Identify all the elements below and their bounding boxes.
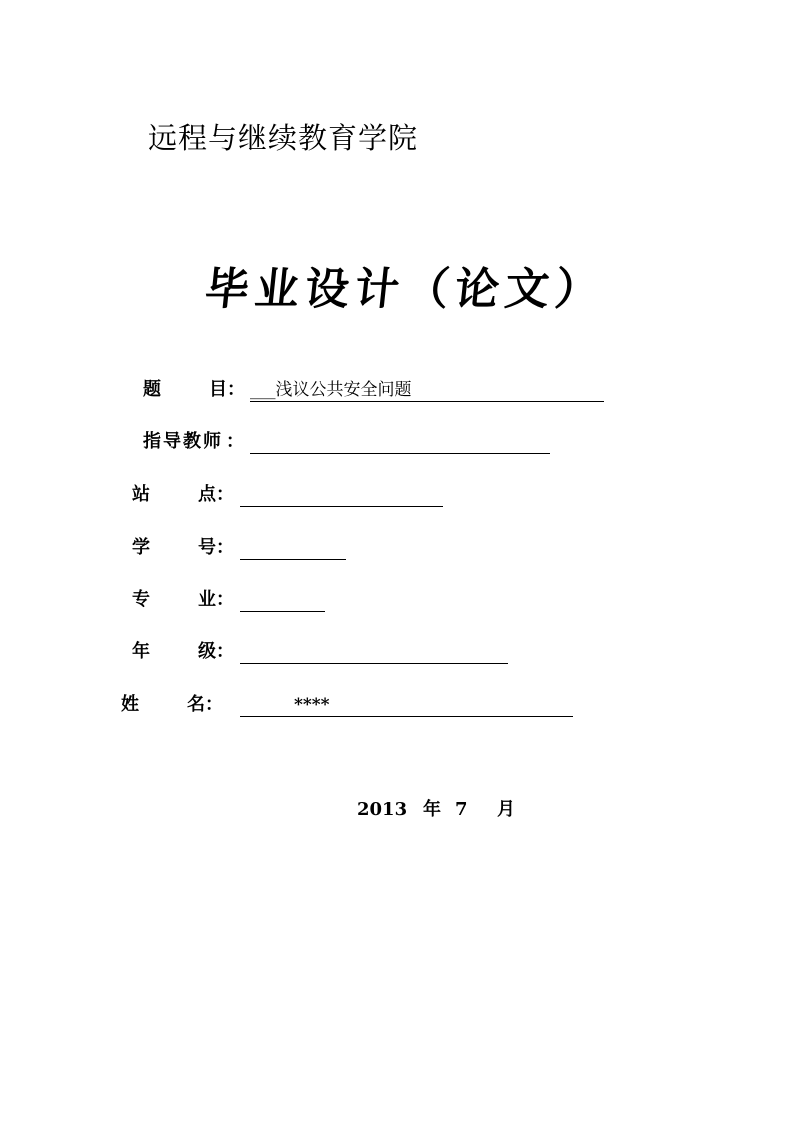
grade-label-char-2: 级	[198, 641, 216, 662]
advisor-label: 指导教师	[143, 431, 223, 452]
date-month-unit: 月	[497, 799, 515, 820]
major-label-char-1: 专	[132, 589, 150, 610]
major-underline	[240, 611, 325, 612]
field-topic	[0, 378, 800, 408]
station-label-char-2: 点	[198, 484, 216, 505]
date-year: 2013	[357, 799, 408, 820]
student-id-label-char-2: 号	[198, 537, 216, 558]
advisor-colon: ：	[226, 431, 244, 452]
grade-underline	[240, 663, 508, 664]
topic-colon: ：	[227, 379, 245, 400]
field-name	[0, 693, 800, 723]
topic-underline	[250, 401, 604, 402]
station-label-char-1: 站	[132, 484, 150, 505]
grade-label-char-1: 年	[132, 641, 150, 662]
name-underline	[240, 716, 573, 717]
student-id-colon: ：	[216, 537, 234, 558]
name-label-char-1: 姓	[121, 694, 139, 715]
field-station	[0, 483, 800, 513]
grade-colon: ：	[216, 641, 234, 662]
station-underline	[240, 506, 443, 507]
date-year-unit: 年	[423, 799, 441, 820]
student-id-label-char-1: 学	[132, 537, 150, 558]
advisor-underline	[250, 453, 550, 454]
major-label-char-2: 业	[198, 589, 216, 610]
field-advisor	[0, 430, 800, 460]
name-colon: ：	[205, 694, 223, 715]
institution-name: 远程与继续教育学院	[148, 121, 419, 155]
field-grade	[0, 640, 800, 670]
topic-label-char-1: 题	[143, 379, 161, 400]
field-major	[0, 588, 800, 618]
field-student-id	[0, 536, 800, 566]
name-value[interactable]: ****	[294, 695, 330, 715]
document-title: 毕业设计（论文）	[202, 264, 608, 315]
date-month: 7	[455, 799, 468, 820]
student-id-underline	[240, 559, 346, 560]
station-colon: ：	[216, 484, 234, 505]
name-label-char-2: 名	[187, 694, 205, 715]
topic-value[interactable]: ___浅议公共安全问题	[250, 380, 412, 400]
topic-label-char-2: 目	[209, 379, 227, 400]
major-colon: ：	[216, 589, 234, 610]
